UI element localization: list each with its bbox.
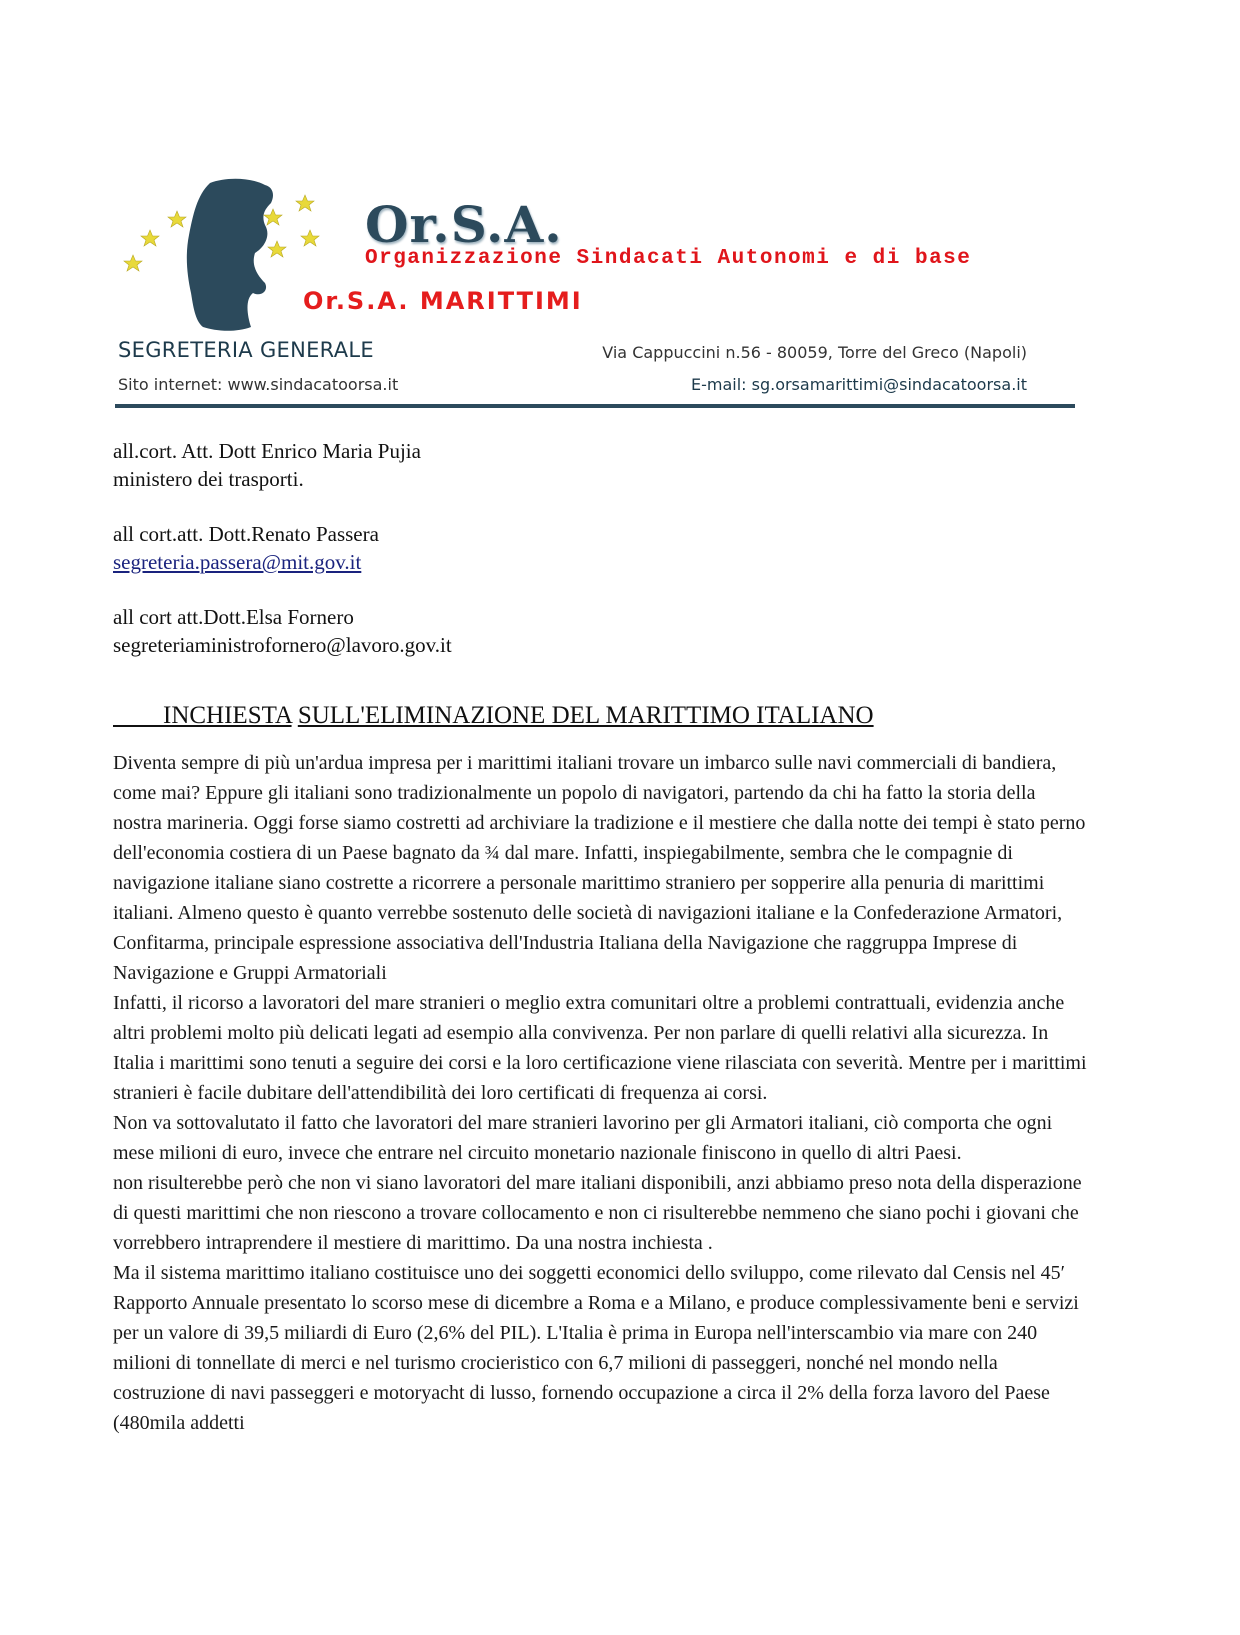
document-body xyxy=(113,748,1088,1438)
body-paragraph: Infatti, il ricorso a lavoratori del mare stranieri o meglio extra comunitari oltre a problemi contrattuali, evidenzia anche altri problemi molto più delicati legati ad esempio alla convivenza. Per non parlare di quelli relativi alla sicurezza. In Italia i marittimi sono tenuti a seguire dei corsi e la loro certificazione viene rilasciata con severità. Mentre per i marittimi stranieri è facile dubitare dell'attendibilità dei loro certificati di frequenza ai corsi. xyxy=(113,992,1087,1104)
recipient xyxy=(113,603,452,659)
recipient-name: all cort.att. Dott.Renato Passera xyxy=(113,522,379,546)
letterhead xyxy=(115,175,1075,415)
letterhead-divider xyxy=(115,404,1075,408)
title-part-1: INCHIESTA xyxy=(163,702,292,729)
address-text: Via Cappuccini n.56 - 80059, Torre del Greco (Napoli) xyxy=(602,343,1027,362)
body-paragraph: Non va sottovalutato il fatto che lavoratori del mare stranieri lavorino per gli Armatori italiani, ciò comporta che ogni mese milioni di euro, invece che entrare nel circuito monetario nazionale finiscono in quello di altri Paesi. xyxy=(113,1112,1053,1164)
brand-division: Or.S.A. MARITTIMI xyxy=(303,287,583,315)
recipient-contact: segreteriaministrofornero@lavoro.gov.it xyxy=(113,633,452,657)
brand-name: Or.S.A. xyxy=(365,195,563,254)
recipients-list xyxy=(113,437,452,686)
body-paragraph: non risulterebbe però che non vi siano lavoratori del mare italiani disponibili, anzi abbiamo preso nota della disperazione di questi marittimi che non riescono a trovare collocamento e non ci risulterebbe nemmeno che siano pochi i giovani che vorrebbero intraprendere il mestiere di marittimo. Da una nostra inchiesta . xyxy=(113,1172,1082,1254)
recipient-name: all.cort. Att. Dott Enrico Maria Pujia xyxy=(113,439,421,463)
body-paragraph: Ma il sistema marittimo italiano costituisce uno dei soggetti economici dello sviluppo, come rilevato dal Censis nel 45′ Rapporto Annuale presentato lo scorso mese di dicembre a Roma e a Milano, e produce complessivamente beni e servizi per un valore di 39,5 miliardi di Euro (2,6% del PIL). L'Italia è prima in Europa nell'interscambio via mare con 240 milioni di tonnellate di merci e nel turismo crocieristico con 6,7 milioni di passeggeri, nonché nel mondo nella costruzione di navi passeggeri e motoryacht di lusso, fornendo occupazione a circa il 2% della forza lavoro del Paese (480mila addetti xyxy=(113,1262,1079,1434)
recipient-email-link[interactable]: segreteria.passera@mit.gov.it xyxy=(113,550,362,574)
body-paragraph: Diventa sempre di più un'ardua impresa per i marittimi italiani trovare un imbarco sulle navi commerciali di bandiera, come mai? Eppure gli italiani sono tradizionalmente un popolo di navigatori, partendo da chi ha fatto la storia della nostra marineria. Oggi forse siamo costretti ad archiviare la tradizione e il mestiere che dalla notte dei tempi è stato perno dell'economia costiera di un Paese bagnato da ¾ dal mare. Infatti, inspiegabilmente, sembra che le compagnie di navigazione italiane siano costrette a ricorrere a personale marittimo straniero per sopperire alla penuria di marittimi italiani. Almeno questo è quanto verrebbe sostenuto delle società di navigazioni italiane e la Confederazione Armatori, Confitarma, principale espressione associativa dell'Industria Italiana della Navigazione che raggruppa Imprese di Navigazione e Gruppi Armatoriali xyxy=(113,752,1086,984)
recipient-name: all cort att.Dott.Elsa Fornero xyxy=(113,605,354,629)
recipient xyxy=(113,520,452,576)
website-text: Sito internet: www.sindacatoorsa.it xyxy=(118,375,399,394)
office-label: SEGRETERIA GENERALE xyxy=(118,338,374,362)
email-text: E-mail: sg.orsamarittimi@sindacatoorsa.it xyxy=(690,375,1027,394)
recipient-contact: ministero dei trasporti. xyxy=(113,467,304,491)
document-title xyxy=(113,702,874,730)
title-part-2: SULL'ELIMINAZIONE DEL MARITTIMO ITALIANO xyxy=(297,702,874,729)
brand-subtitle: Organizzazione Sindacati Autonomi e di base xyxy=(365,247,972,270)
recipient xyxy=(113,437,452,493)
